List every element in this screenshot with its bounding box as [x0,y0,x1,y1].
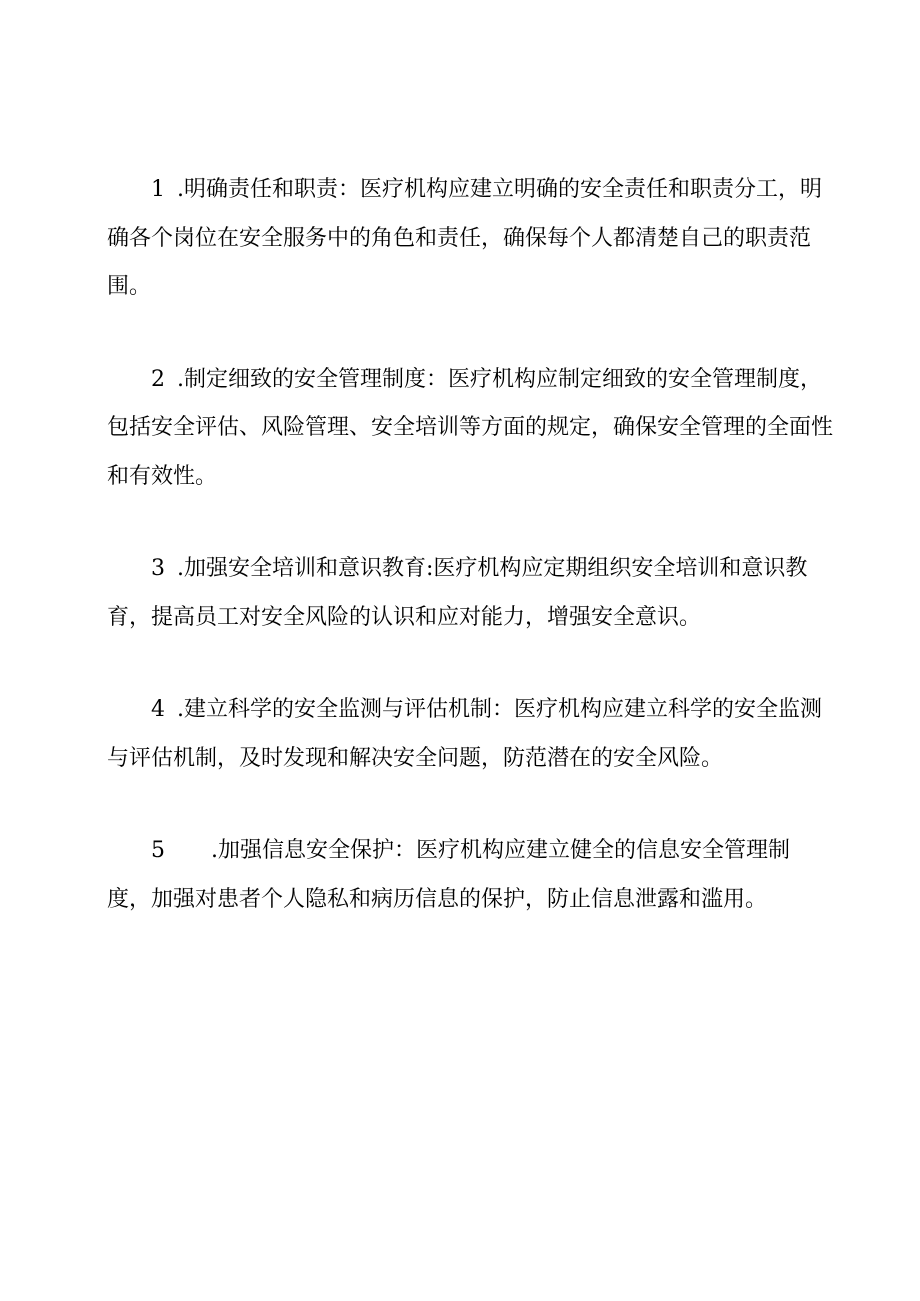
item-number: 1 [151,177,165,202]
item-number: 5 [151,838,165,863]
item-number: 2 [151,366,165,392]
item-number: 3 [151,556,165,581]
list-item [107,686,833,783]
item-text: .建立科学的安全监测与评估机制：医疗机构应建立科学的安全监测与评估机制，及时发现和解决安全问题，防范潜在的安全风险。 [107,697,822,771]
list-item [107,827,833,924]
item-text: .加强安全培训和意识教育:医疗机构应定期组织安全培训和意识教育，提高员工对安全风险的认识和应对能力，增强安全意识。 [107,556,808,630]
document-body [107,166,833,968]
item-text: .明确责任和职责：医疗机构应建立明确的安全责任和职责分工，明确各个岗位在安全服务中的角色和责任，确保每个人都清楚自己的职责范围。 [107,177,822,299]
item-text: .加强信息安全保护：医疗机构应建立健全的信息安全管理制度，加强对患者个人隐私和病历信息的保护，防止信息泄露和滥用。 [107,838,790,912]
list-item [107,545,833,642]
item-number: 4 [151,697,165,722]
list-item [107,356,833,502]
item-text: .制定细致的安全管理制度：医疗机构应制定细致的安全管理制度，包括安全评估、风险管理、安全培训等方面的规定，确保安全管理的全面性和有效性。 [107,366,834,489]
list-item [107,166,833,312]
